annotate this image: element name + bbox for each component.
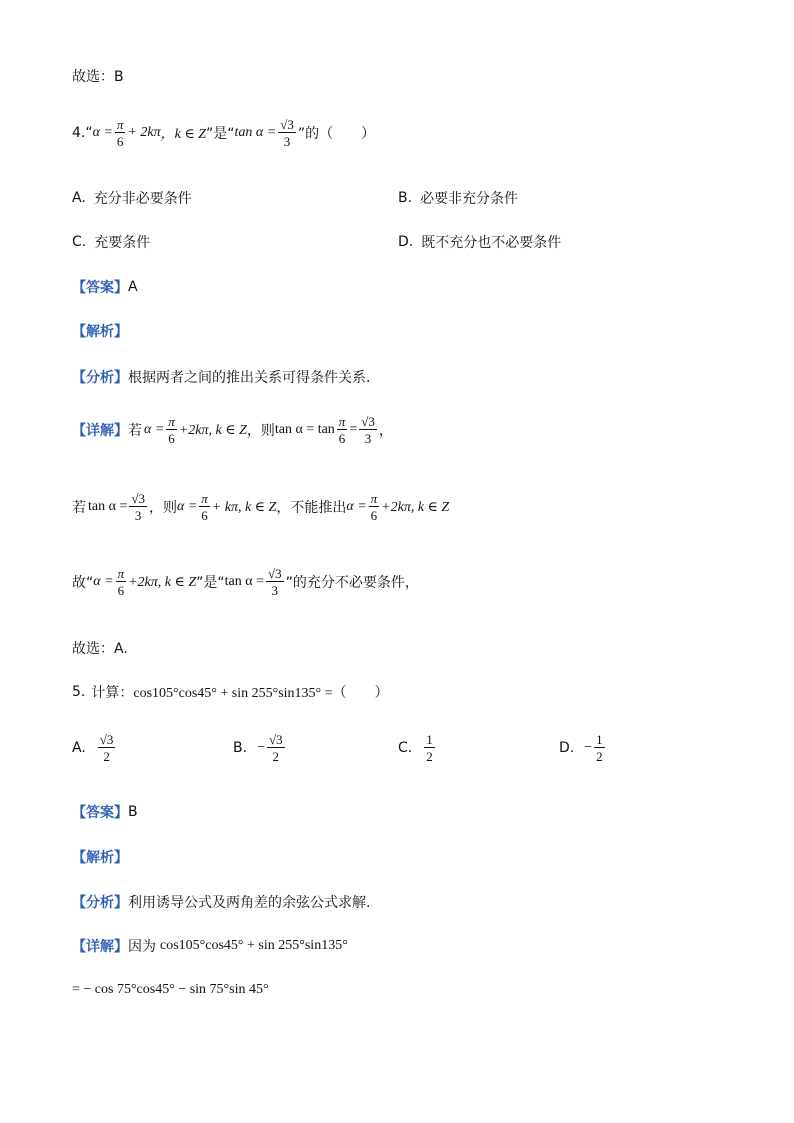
- q4-d1-frac3-num: √3: [361, 414, 375, 429]
- q5-option-b-den: 2: [272, 749, 280, 764]
- q4-d1-frac2: [337, 415, 348, 445]
- q4-d2-frac3-den: 6: [370, 508, 378, 523]
- q4-d1-ze: ，则: [246, 423, 275, 439]
- q5-option-c[interactable]: [398, 733, 437, 763]
- q4-option-a-letter: A.: [72, 190, 86, 206]
- q5-fenxi-text: 利用诱导公式及两角差的余弦公式求解.: [128, 895, 371, 911]
- q5-option-b[interactable]: [233, 733, 287, 763]
- q4-option-c-text: 充要条件: [94, 235, 151, 251]
- q4-d1-frac3-den: 3: [364, 431, 372, 446]
- q4-detail-line-3: [72, 567, 419, 597]
- q4-frac2-num: √3: [280, 117, 294, 132]
- q4-d3-gu: 故“: [72, 575, 94, 591]
- q5-label: 计算：: [91, 685, 134, 701]
- q4-fenxi-label: 【分析】: [72, 370, 128, 386]
- q5-option-b-frac: [267, 733, 285, 763]
- q4-d1-frac3: [359, 415, 377, 445]
- q4-d3-frac2-den: 3: [271, 583, 279, 598]
- q4-option-a-text: 充分非必要条件: [93, 191, 192, 207]
- q4-frac-den: 6: [116, 134, 124, 149]
- prev-choice-text: 故选：B: [72, 69, 124, 85]
- q5-fenxi-label: 【分析】: [72, 895, 128, 911]
- q4-d2-ruo: 若: [72, 500, 86, 516]
- q4-frac2-den: 3: [283, 134, 291, 149]
- q5-option-d[interactable]: [559, 733, 607, 763]
- q4-tan-alpha-eq: tan α =: [234, 125, 277, 140]
- q4-xiangjie-label: 【详解】: [72, 423, 128, 439]
- q4-detail-line-1: [72, 415, 393, 445]
- q4-option-d-text: 既不充分也不必要条件: [421, 235, 562, 251]
- q4-option-c-letter: C.: [72, 234, 87, 250]
- q4-choice: [72, 638, 128, 658]
- q5-option-d-sign: −: [584, 740, 593, 755]
- q5-analysis-label: 【解析】: [72, 850, 128, 866]
- q4-plus-2kpi: + 2kπ: [127, 125, 161, 140]
- q5-option-c-letter: C.: [398, 740, 413, 756]
- q5-answer-label: 【答案】: [72, 805, 128, 821]
- q5-option-c-frac: [424, 733, 435, 763]
- q4-alpha-eq: α =: [92, 125, 113, 140]
- q4-d2-frac2-den: 6: [201, 508, 208, 523]
- q5-xiangjie-text: 因为: [128, 939, 156, 955]
- q4-frac-pi-6: [115, 118, 126, 148]
- q4-d1-end: ，: [378, 423, 393, 439]
- q4-d2-cannot: ，不能推出: [276, 500, 347, 516]
- q5-fenxi: [72, 892, 370, 912]
- q5-answer-value: B: [128, 804, 138, 820]
- q5-option-b-letter: B.: [233, 740, 248, 756]
- q4-d2-ze: ，则: [148, 500, 177, 516]
- q5-option-b-sign: −: [257, 740, 265, 755]
- q4-d1-frac2-num: π: [338, 414, 346, 429]
- q4-d1-alpha: α =: [144, 422, 165, 437]
- q4-d2-mid: + kπ, k ∈ Z: [211, 499, 277, 515]
- q5-step-2: [72, 982, 269, 998]
- q4-answer: [72, 277, 138, 297]
- q5-option-a-letter: A.: [72, 740, 86, 756]
- q5-xiangjie: [72, 936, 348, 956]
- q5-stem: [72, 682, 389, 702]
- q4-d1-frac2-den: 6: [338, 431, 346, 446]
- q4-d1-frac-num: π: [168, 414, 175, 429]
- q5-option-d-letter: D.: [559, 740, 575, 756]
- q4-d2-frac: [129, 492, 147, 522]
- q5-option-d-den: 2: [596, 749, 603, 764]
- q4-d2-frac-num: √3: [131, 491, 145, 506]
- q4-d2-tan: tan α =: [88, 499, 128, 514]
- q4-d1-ruo: 若: [128, 423, 142, 439]
- q4-d3-shi: ”是“: [196, 575, 225, 591]
- q4-is-label: ”是“: [206, 126, 235, 142]
- prev-choice: [72, 66, 124, 86]
- q4-analysis-label: 【解析】: [72, 324, 128, 340]
- q4-d1-mid: +2kπ, k ∈ Z: [178, 422, 247, 438]
- q4-number: 4.: [72, 125, 86, 141]
- q4-option-b-text: 必要非充分条件: [420, 191, 519, 207]
- q4-d2-alpha: α =: [176, 499, 198, 514]
- q5-option-c-num: 1: [426, 732, 433, 747]
- q4-d2-frac2: [199, 492, 210, 522]
- q4-option-a[interactable]: [72, 188, 192, 208]
- q5-option-a-frac: [98, 733, 116, 763]
- q5-option-a-num: √3: [99, 732, 114, 747]
- q5-analysis-heading: [72, 847, 128, 867]
- q5-option-a-den: 2: [103, 749, 110, 764]
- q4-d2-frac2-num: π: [201, 491, 208, 506]
- q5-option-b-num: √3: [268, 732, 283, 747]
- q4-d2-frac-den: 3: [134, 508, 142, 523]
- q4-d3-frac2: [266, 567, 284, 597]
- q4-tail: ”的（ ）: [297, 126, 376, 142]
- q4-open-quote: “: [85, 125, 93, 141]
- q4-detail-line-2: [72, 492, 449, 522]
- q4-analysis-heading: [72, 321, 128, 341]
- q5-option-a[interactable]: [72, 733, 117, 763]
- q4-d2-alpha2: α =: [346, 499, 367, 514]
- q4-fenxi: [72, 367, 370, 387]
- q5-option-c-den: 2: [426, 749, 433, 764]
- q4-d3-mid: +2kπ, k ∈ Z: [128, 574, 197, 590]
- q4-d1-eq: =: [349, 422, 358, 437]
- q4-option-d-letter: D.: [398, 234, 414, 250]
- q4-frac-sqrt3-3: [278, 118, 296, 148]
- q4-stem: [72, 118, 375, 148]
- q4-option-b[interactable]: [398, 188, 518, 208]
- q4-answer-label: 【答案】: [72, 280, 128, 296]
- q4-d2-frac3: [369, 492, 380, 522]
- q4-d3-tan: tan α =: [224, 574, 264, 589]
- q4-frac-num: π: [116, 117, 124, 132]
- q5-option-d-num: 1: [596, 732, 603, 747]
- q4-d2-frac3-num: π: [370, 491, 378, 506]
- q5-xiangjie-label: 【详解】: [72, 939, 128, 955]
- q4-option-c[interactable]: [72, 232, 150, 252]
- q5-xiangjie-expr: cos105°cos45° + sin 255°sin135°: [160, 938, 348, 953]
- q4-answer-value: A: [128, 279, 138, 295]
- q5-answer: [72, 802, 138, 822]
- q4-d1-tan: tan α = tan: [274, 422, 335, 437]
- q4-option-b-letter: B.: [398, 190, 413, 206]
- q4-k-in-z: ，k ∈ Z: [160, 127, 206, 142]
- q4-fenxi-text: 根据两者之间的推出关系可得条件关系.: [128, 370, 371, 386]
- q5-step-2-expr: = − cos 75°cos45° − sin 75°sin 45°: [72, 982, 269, 997]
- q4-d3-frac-den: 6: [117, 583, 125, 598]
- q4-d3-frac-num: π: [117, 566, 125, 581]
- q4-option-d[interactable]: [398, 232, 561, 252]
- q5-number: 5.: [72, 684, 86, 700]
- q4-d3-frac2-num: √3: [267, 566, 282, 581]
- q5-option-d-frac: [594, 733, 605, 763]
- q4-choice-text: 故选：A.: [72, 641, 128, 657]
- q4-d3-frac: [116, 567, 127, 597]
- q4-d3-end: ”的充分不必要条件，: [285, 575, 419, 591]
- q5-expr: cos105°cos45° + sin 255°sin135° =（ ）: [133, 686, 389, 701]
- q4-d2-end: +2kπ, k ∈ Z: [381, 499, 450, 515]
- q4-d1-frac-den: 6: [168, 431, 175, 446]
- q4-d1-frac: [166, 415, 177, 445]
- q4-d3-alpha: α =: [93, 574, 114, 589]
